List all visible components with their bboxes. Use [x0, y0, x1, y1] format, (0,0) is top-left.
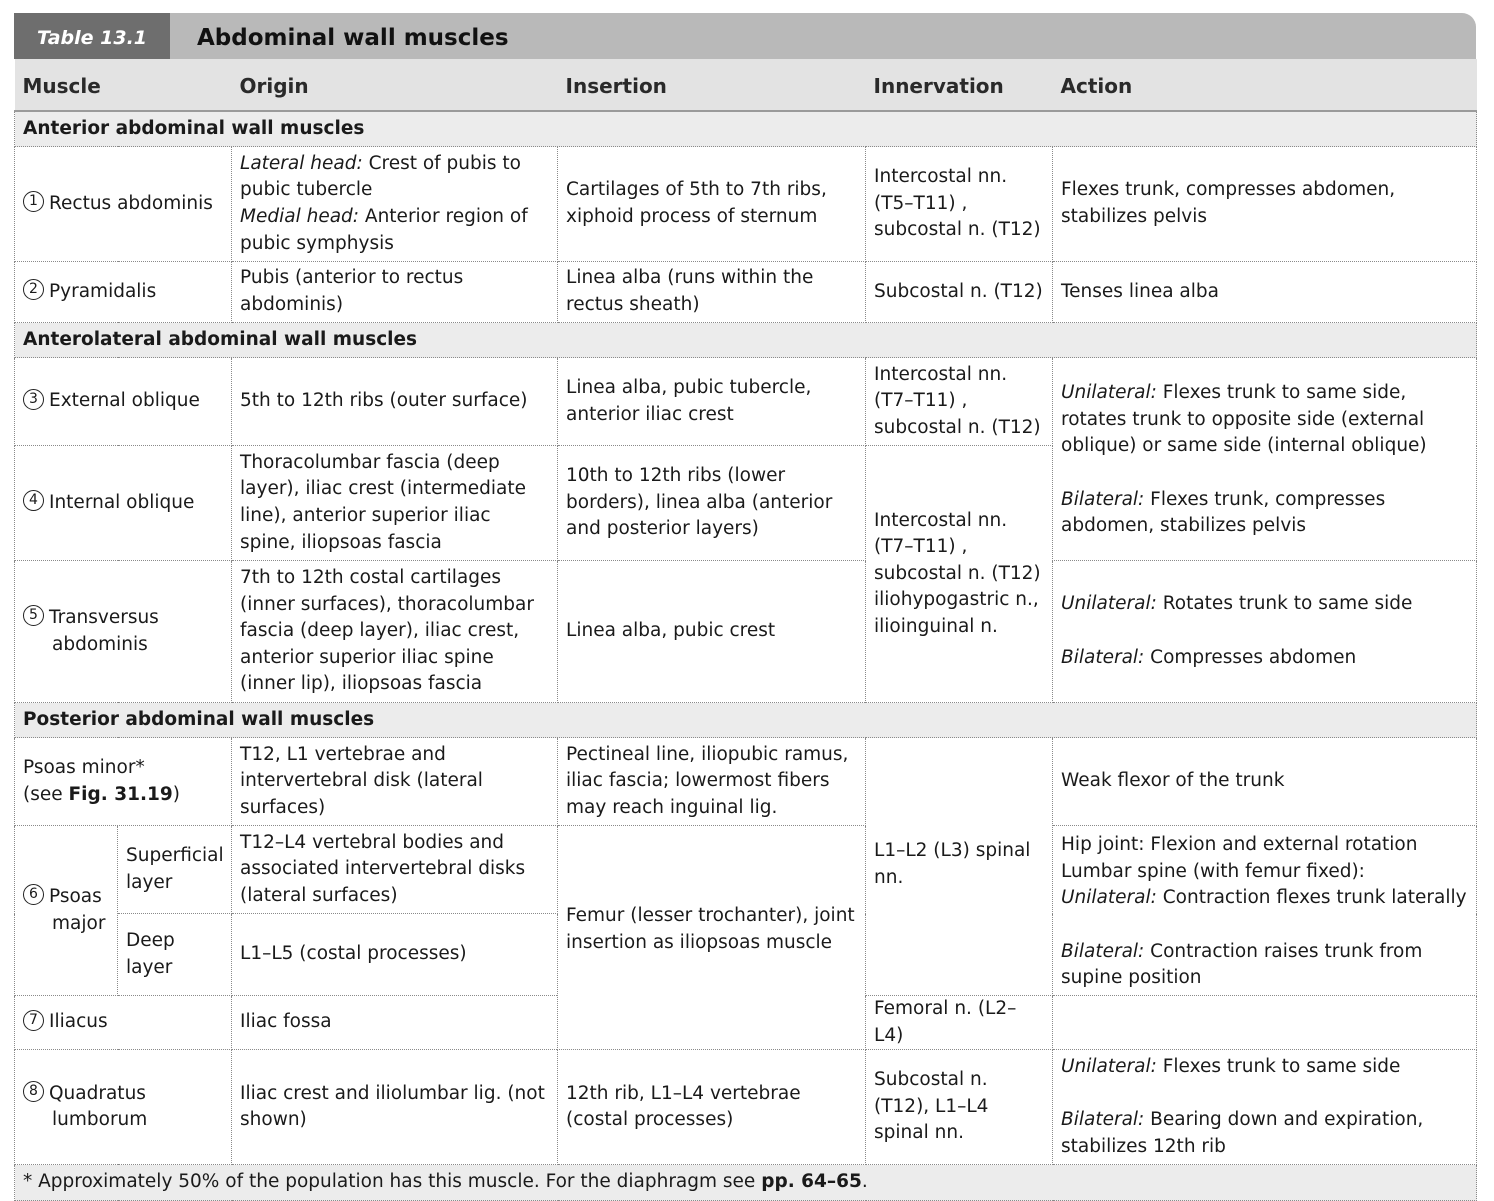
- footnote: [15, 1165, 1477, 1201]
- unilateral-label: Unilateral:: [1061, 382, 1157, 403]
- table-container: [14, 13, 1476, 1201]
- bilateral-text: Flexes trunk, compresses abdomen, stabilizes pelvis: [1061, 488, 1386, 537]
- insertion-cell: Cartilages of 5th to 7th ribs, xiphoid process of sternum: [558, 147, 866, 262]
- insertion-cell: Linea alba, pubic tubercle, anterior iliac crest: [558, 358, 866, 446]
- unilateral-text: Flexes trunk to same side, rotates trunk to opposite side (external oblique) or same side (internal oblique): [1061, 382, 1427, 457]
- muscle-name: Rectus abdominis: [49, 192, 213, 214]
- unilateral-text: Rotates trunk to same side: [1162, 593, 1413, 615]
- group-label: Anterior abdominal wall muscles: [15, 111, 1477, 147]
- bilateral-text: Contraction raises trunk from supine position: [1061, 940, 1423, 989]
- see-suffix: ): [172, 783, 180, 805]
- group-row-anterolateral: [15, 323, 1477, 358]
- bilateral-label: Bilateral:: [1061, 940, 1145, 962]
- group-label: Posterior abdominal wall muscles: [15, 703, 1477, 738]
- muscle-name-line2: major: [52, 912, 106, 934]
- medial-head-text: Anterior region of pubic symphysis: [240, 206, 528, 254]
- muscle-name-line2: lumborum: [52, 1109, 148, 1131]
- innervation-cell: Intercostal nn. (T7–T11) , subcostal n. (T12): [866, 358, 1053, 446]
- figure-reference: Fig. 31.19: [68, 783, 173, 805]
- muscle-cell: [15, 996, 232, 1050]
- footnote-row: [15, 1165, 1477, 1201]
- insertion-cell: 10th to 12th ribs (lower borders), linea alba (anterior and posterior layers): [558, 446, 866, 561]
- number-badge: 1: [23, 191, 44, 212]
- layer-label: Superficial layer: [118, 826, 232, 914]
- number-badge: 5: [23, 605, 44, 626]
- footnote-page-reference: pp. 64–65: [761, 1171, 862, 1193]
- table-row: [15, 358, 1477, 446]
- innervation-cell: Subcostal n. (T12): [866, 262, 1053, 323]
- origin-cell: L1–L5 (costal processes): [232, 914, 558, 996]
- group-row-posterior: [15, 703, 1477, 738]
- header-row: [15, 59, 1477, 111]
- see-prefix: (see: [23, 783, 69, 805]
- table-title-bar: [14, 13, 1476, 59]
- header-innervation: Innervation: [866, 59, 1053, 111]
- insertion-cell: Femur (lesser trochanter), joint insertion as iliopsoas muscle: [558, 826, 866, 1050]
- origin-cell: Iliac crest and iliolumbar lig. (not shown): [232, 1050, 558, 1165]
- origin-cell: T12, L1 vertebrae and intervertebral disk (lateral surfaces): [232, 738, 558, 826]
- muscle-cell: [15, 358, 232, 446]
- action-cell: Tenses linea alba: [1053, 262, 1477, 323]
- unilateral-text: Flexes trunk to same side: [1162, 1055, 1401, 1077]
- muscle-cell: [15, 262, 232, 323]
- table-row: [15, 1050, 1477, 1165]
- muscle-cell: [15, 826, 118, 996]
- medial-head-label: Medial head:: [240, 206, 360, 227]
- origin-cell: Iliac fossa: [232, 996, 558, 1050]
- action-line: Hip joint: Flexion and external rotation: [1061, 834, 1418, 855]
- number-badge: 6: [23, 884, 44, 905]
- insertion-cell: 12th rib, L1–L4 vertebrae (costal processes): [558, 1050, 866, 1165]
- origin-cell: 5th to 12th ribs (outer surface): [232, 358, 558, 446]
- muscle-name: External oblique: [49, 390, 200, 412]
- table-row: [15, 147, 1477, 262]
- number-badge: 8: [23, 1081, 44, 1102]
- muscle-name: Pyramidalis: [49, 280, 157, 302]
- muscle-name: Psoas minor*: [23, 756, 145, 778]
- muscle-name: Psoas: [49, 885, 102, 907]
- bilateral-text: Compresses abdomen: [1150, 647, 1357, 668]
- muscle-name: Quadratus: [49, 1082, 146, 1104]
- bilateral-text: Bearing down and expiration, stabilizes 12th rib: [1061, 1109, 1424, 1157]
- muscles-table: [14, 59, 1477, 1201]
- number-badge: 7: [23, 1010, 44, 1031]
- innervation-cell: Subcostal n. (T12), L1–L4 spinal nn.: [866, 1050, 1053, 1165]
- table-row: [15, 738, 1477, 826]
- insertion-cell: Pectineal line, iliopubic ramus, iliac fascia; lowermost fibers may reach inguinal lig.: [558, 738, 866, 826]
- origin-cell: T12–L4 vertebral bodies and associated intervertebral disks (lateral surfaces): [232, 826, 558, 914]
- table-row: [15, 561, 1477, 703]
- number-badge: 4: [23, 490, 44, 511]
- bilateral-label: Bilateral:: [1061, 1109, 1145, 1131]
- insertion-cell: Linea alba, pubic crest: [558, 561, 866, 703]
- origin-cell: Thoracolumbar fascia (deep layer), iliac crest (intermediate line), anterior superior iliac spine, iliopsoas fascia: [232, 446, 558, 561]
- header-insertion: Insertion: [558, 59, 866, 111]
- innervation-cell: Intercostal nn. (T5–T11) , subcostal n. (T12): [866, 147, 1053, 262]
- bilateral-label: Bilateral:: [1061, 488, 1145, 510]
- innervation-cell: L1–L2 (L3) spinal nn.: [866, 738, 1053, 996]
- muscle-name: Internal oblique: [49, 491, 195, 513]
- action-cell: Flexes trunk, compresses abdomen, stabilizes pelvis: [1053, 147, 1477, 262]
- footnote-text: * Approximately 50% of the population has this muscle. For the diaphragm see: [23, 1171, 762, 1193]
- muscle-cell: [15, 561, 232, 703]
- action-cell: [1053, 358, 1477, 561]
- table-number: Table 13.1: [14, 13, 170, 59]
- unilateral-label: Unilateral:: [1061, 1055, 1157, 1077]
- action-cell: Weak flexor of the trunk: [1053, 738, 1477, 826]
- muscle-cell: [15, 446, 232, 561]
- action-cell: [1053, 561, 1477, 703]
- group-label: Anterolateral abdominal wall muscles: [15, 323, 1477, 358]
- innervation-cell: Femoral n. (L2–L4): [866, 996, 1053, 1050]
- group-row-anterior: [15, 111, 1477, 147]
- muscle-name: Transversus: [49, 606, 159, 628]
- header-muscle: Muscle: [15, 59, 232, 111]
- insertion-cell: Linea alba (runs within the rectus sheath): [558, 262, 866, 323]
- table-row: [15, 826, 1477, 914]
- unilateral-label: Unilateral:: [1061, 593, 1157, 615]
- origin-cell: [232, 147, 558, 262]
- muscle-name-line2: abdominis: [52, 633, 148, 655]
- header-action: Action: [1053, 59, 1477, 111]
- origin-cell: 7th to 12th costal cartilages (inner surfaces), thoracolumbar fascia (deep layer), iliac crest, anterior superior iliac spine (inner lip), iliopsoas fascia: [232, 561, 558, 703]
- action-cell: [1053, 996, 1477, 1050]
- muscle-name: Iliacus: [49, 1011, 108, 1033]
- action-cell: [1053, 826, 1477, 996]
- action-cell: [1053, 1050, 1477, 1165]
- table-title: Abdominal wall muscles: [197, 25, 509, 51]
- unilateral-label: Unilateral:: [1061, 887, 1157, 909]
- muscle-cell: [15, 738, 232, 826]
- action-line: Lumbar spine (with femur fixed):: [1061, 860, 1365, 882]
- lateral-head-text: Crest of pubis to pubic tubercle: [240, 152, 522, 201]
- layer-label: Deep layer: [118, 914, 232, 996]
- unilateral-text: Contraction flexes trunk laterally: [1162, 887, 1467, 909]
- number-badge: 3: [23, 389, 44, 410]
- header-origin: Origin: [232, 59, 558, 111]
- muscle-cell: [15, 147, 232, 262]
- lateral-head-label: Lateral head:: [240, 152, 363, 174]
- innervation-cell: Intercostal nn. (T7–T11) , subcostal n. (T12) iliohypogastric n., ilioinguinal n.: [866, 446, 1053, 703]
- table-row: [15, 262, 1477, 323]
- muscle-cell: [15, 1050, 232, 1165]
- number-badge: 2: [23, 279, 44, 300]
- origin-cell: Pubis (anterior to rectus abdominis): [232, 262, 558, 323]
- footnote-end: .: [861, 1171, 868, 1193]
- bilateral-label: Bilateral:: [1061, 647, 1145, 668]
